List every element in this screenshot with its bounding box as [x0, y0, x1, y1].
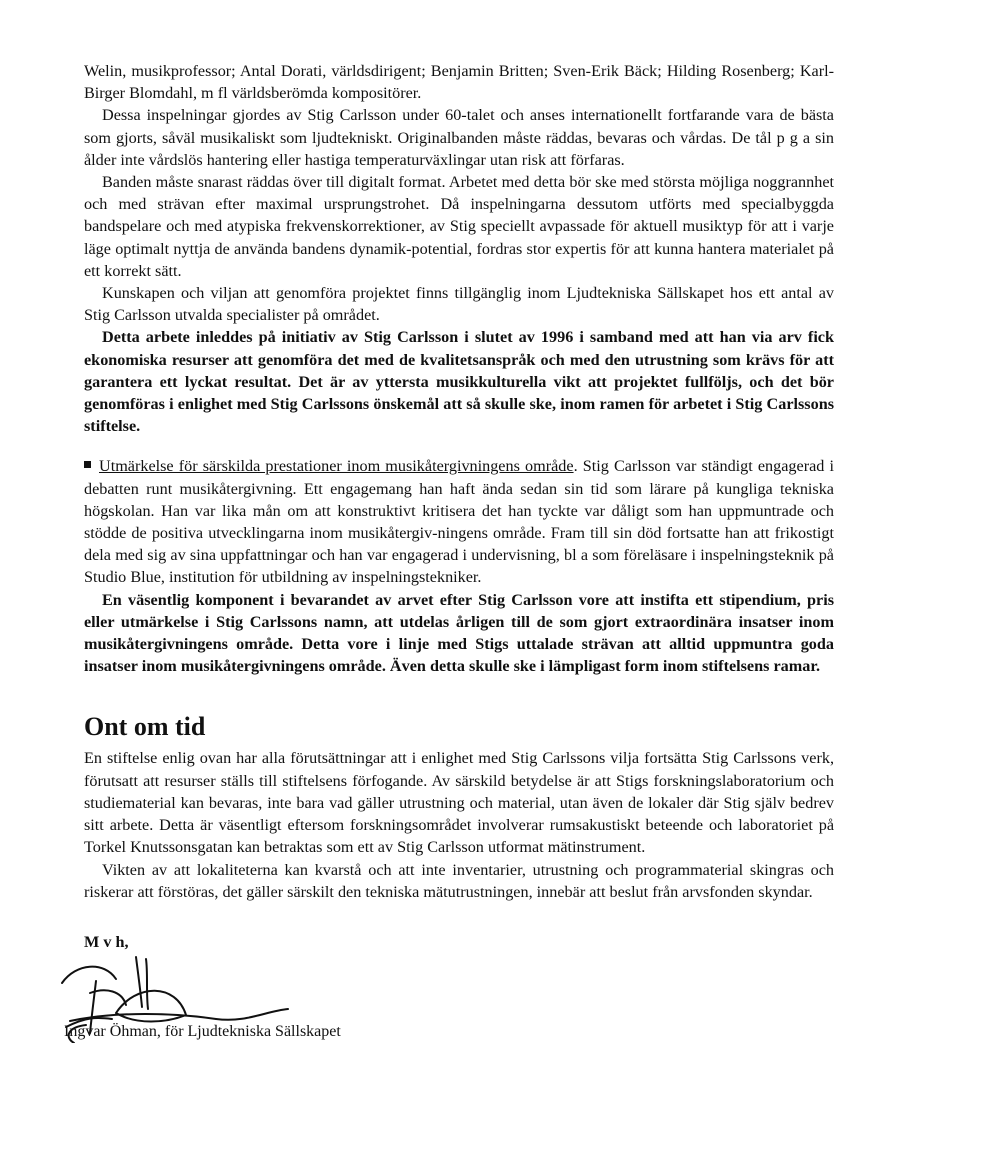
- paragraph-recordings: Dessa inspelningar gjordes av Stig Carlsson under 60-talet och anses internationellt fortfarande vara de bästa som gjorts, såväl musikaliskt som ljudtekniskt. Originalbanden måste räddas, bevaras och vårdas. De tål p g a sin ålder inte vårdslös hantering eller hastiga temperaturväxlingar utan risk att förfaras.: [84, 106, 834, 169]
- paragraph-premises: Vikten av att lokaliteterna kan kvarstå och att inte inventarier, utrustning och programmaterial skingras och riskerar att förstöras, det gäller särskilt den tekniska mätutrustningen, innebär att beslut från arvsfonden skyndar.: [84, 860, 834, 901]
- bullet-heading: Utmärkelse för särskilda prestationer inom musikåtergivningens område: [99, 457, 574, 476]
- paragraph-award: [84, 455, 834, 588]
- signer-name: Ingvar Öhman, för Ljudtekniska Sällskapet: [64, 1022, 341, 1040]
- paragraph-composers: Welin, musikprofessor; Antal Dorati, världsdirigent; Benjamin Britten; Sven-Erik Bäck; Hilding Rosenberg; Karl-Birger Blomdahl, m fl världsberömda kompositörer.: [84, 62, 834, 103]
- paragraph-initiative: Detta arbete inleddes på initiativ av Stig Carlsson i slutet av 1996 i samband med att han via arv fick ekonomiska resurser att genomföra det med de kvalitetsanspråk och med den utrustning som krävs för att garantera ett lyckat resultat. Det är av yttersta musikkulturella vikt att projektet fullföljs, och det bör genomföras i enlighet med Stig Carlssons önskemål att så skulle ske, inom ramen för arbetet i Stig Carlssons stiftelse.: [84, 328, 834, 436]
- paragraph-foundation: En stiftelse enlig ovan har alla förutsättningar att i enlighet med Stig Carlssons vilja fortsätta Stig Carlssons verk, förutsatt att resurser ställs till stiftelsens förfogande. Av särskild betydelse är att Stigs forskningslaboratorium och studiematerial kan bevaras, inte bara vad gäller utrustning och material, utan även de lokaler där Stig själv bedrev sitt arbete. Detta är väsentligt eftersom forskningsområdet involverar rumsakustiskt beteende och laboratoriet på Torkel Knutssonsgatan kan betraktas som ett av Stig Carlsson utformat mätinstrument.: [84, 749, 834, 857]
- paragraph-digitization: Banden måste snarast räddas över till digitalt format. Arbetet med detta bör ske med största möjliga noggrannhet och med strävan efter maximal ursprungstrohet. Då inspelningarna dessutom utförts med specialbyggda bandspelare och med atypiska frekvenskorrektioner, av Stig speciellt avpassade för aktuell musiktyp för att i varje läge optimalt nyttja de använda bandens dynamik-potential, fordras stor expertis för att kunna hantera materialet på ett korrekt sätt.: [84, 173, 834, 280]
- closing-salutation: M v h,: [84, 932, 129, 951]
- letter-page: [64, 60, 834, 1043]
- paragraph-stipend: En väsentlig komponent i bevarandet av arvet efter Stig Carlsson vore att instifta ett stipendium, pris eller utmärkelse i Stig Carlssons namn, att utdelas årligen till de som gjort extraordinära insatser inom musikåtergivningens område. Detta vore i linje med Stigs uttalade strävan att alltid uppmuntra goda insatser inom musikåtergivningens område. Även detta skulle ske i lämpligast form inom stiftelsens ramar.: [84, 590, 834, 676]
- spacer: [84, 437, 834, 455]
- bullet-text: . Stig Carlsson var ständigt engagerad i debatten runt musikåtergivning. Ett engagemang han haft ända sedan sin tid som lärare på kungliga tekniska högskolan. Han var lika mån om att konstruktivt kritisera det han tyckte var dåligt som han uppmuntrade och stödde de positiva utvecklingarna inom musikåtergiv-ningens område. Fram till sin död fortsatte han att frikostigt dela med sig av sina uppfattningar och han var engagerad i undervisning, bl a som föreläsare i inspelningsteknik på Studio Blue, institution för utbildning av inspelningstekniker.: [84, 457, 834, 587]
- bullet-square-icon: [84, 461, 91, 468]
- paragraph-expertise: Kunskapen och viljan att genomföra projektet finns tillgänglig inom Ljudtekniska Sällskapet hos ett antal av Stig Carlsson utvalda specialister på området.: [84, 284, 834, 325]
- section-heading: Ont om tid: [84, 712, 206, 742]
- signature-block: [64, 953, 504, 1043]
